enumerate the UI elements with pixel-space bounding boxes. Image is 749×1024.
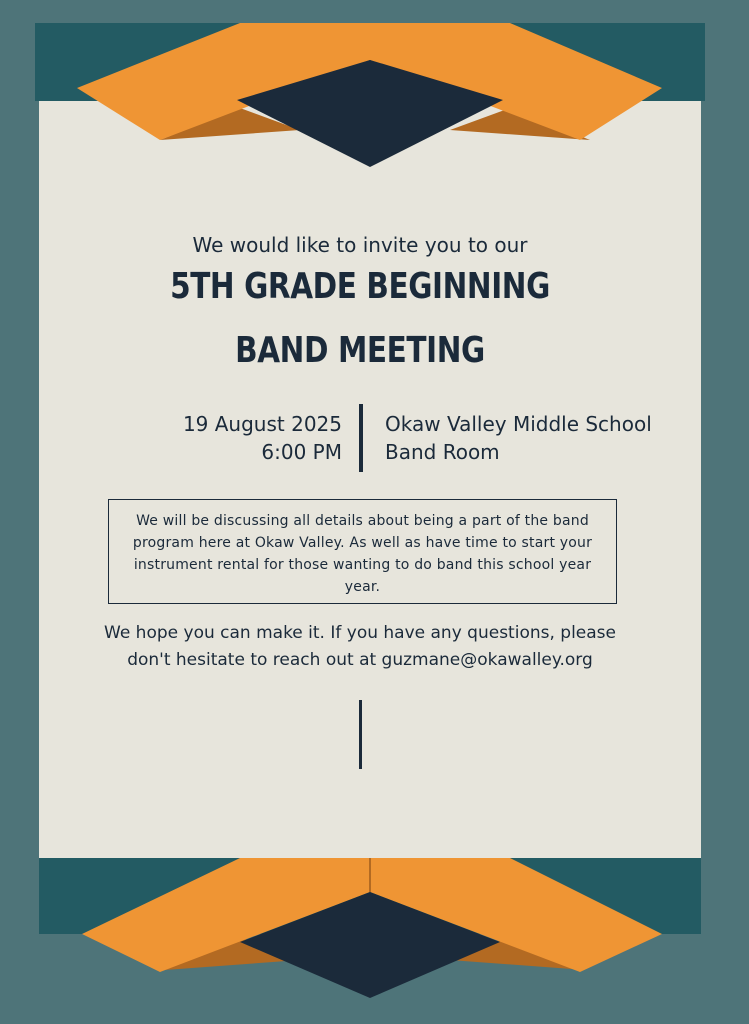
invitation-card [39, 100, 701, 858]
details-box: We will be discussing all details about being a part of the band program here at Okaw Valley. As well as have time to start your instrument rental for those wanting to do band this school year year. [108, 499, 617, 604]
location-room: Band Room [385, 440, 500, 464]
closing-message: We hope you can make it. If you have any questions, please don't hesitate to reach out at guzmane@okawalley.org [104, 623, 616, 670]
bottom-divider-line [359, 700, 362, 769]
top-decorative-banner [0, 20, 749, 170]
event-location [385, 410, 715, 466]
datetime-location-divider [359, 404, 363, 472]
event-time: 6:00 PM [261, 440, 342, 464]
event-date: 19 August 2025 [182, 412, 342, 436]
invite-intro: We would like to invite you to our [192, 233, 528, 257]
bottom-decorative-banner [0, 852, 749, 1002]
event-datetime [150, 410, 342, 466]
event-title-line1: 5TH GRADE BEGINNING [170, 266, 550, 307]
location-school: Okaw Valley Middle School [385, 412, 652, 436]
event-title-line2: BAND MEETING [235, 330, 485, 371]
